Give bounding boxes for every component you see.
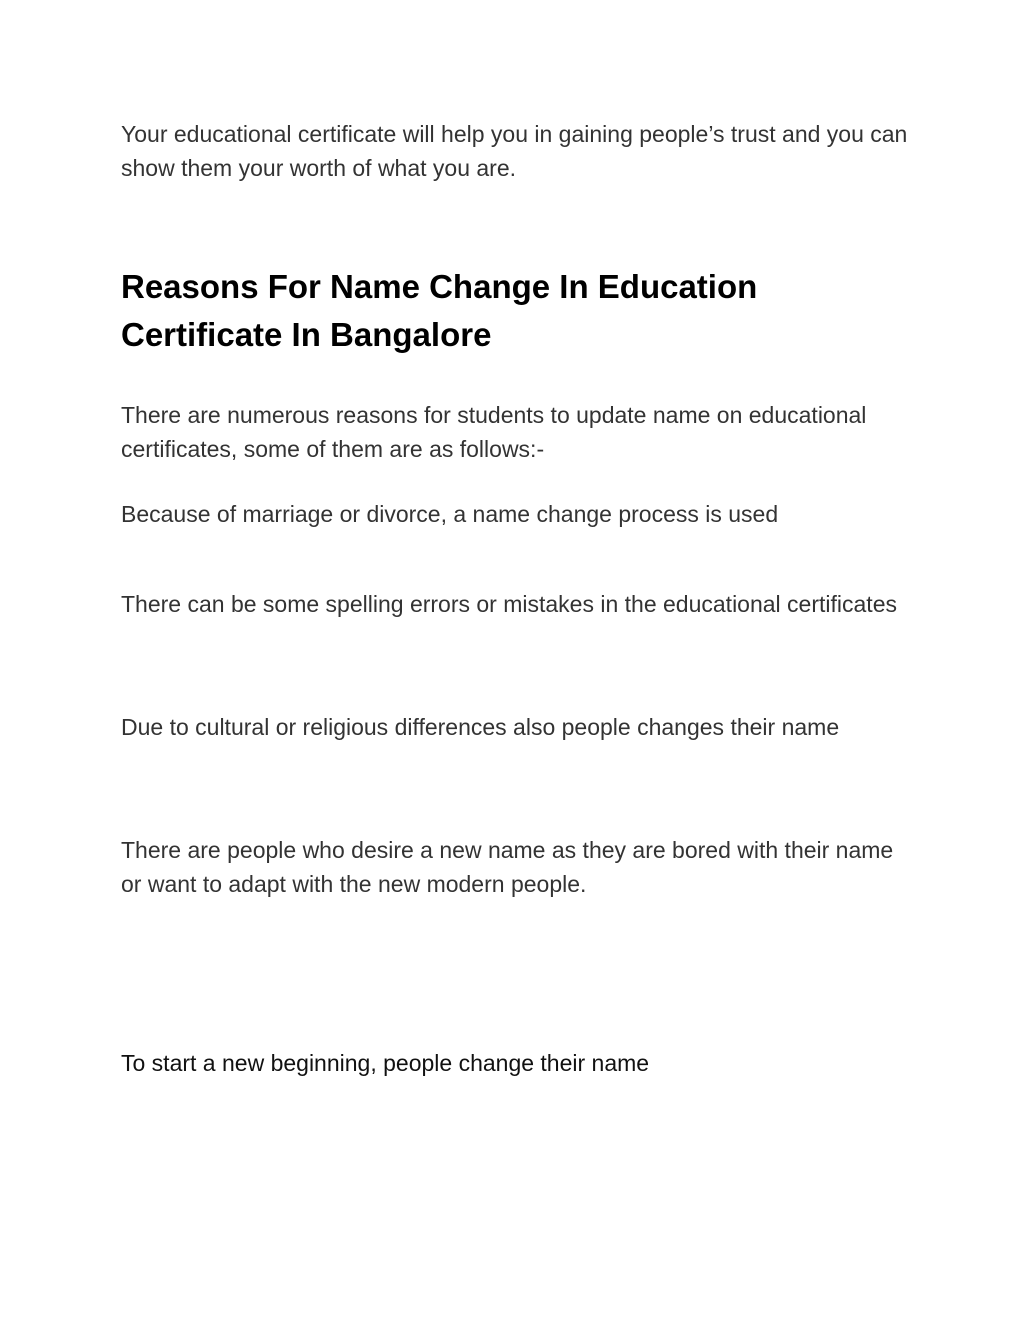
- intro-paragraph: Your educational certificate will help you in gaining people’s trust and you can show them your worth of what you are.: [121, 121, 908, 181]
- lead-paragraph: There are numerous reasons for students to update name on educational certificates, some of them are as follows:-: [121, 402, 867, 462]
- reason-paragraph-1: Because of marriage or divorce, a name change process is used: [121, 501, 779, 527]
- reason-paragraph-5: To start a new beginning, people change their name: [121, 1050, 650, 1076]
- section-heading: Reasons For Name Change In Education Certificate In Bangalore: [121, 268, 758, 353]
- reason-paragraph-3: Due to cultural or religious differences also people changes their name: [121, 714, 840, 740]
- reason-paragraph-4: There are people who desire a new name as they are bored with their name or want to adapt with the new modern people.: [121, 837, 894, 897]
- reason-paragraph-2: There can be some spelling errors or mistakes in the educational certificates: [121, 591, 897, 617]
